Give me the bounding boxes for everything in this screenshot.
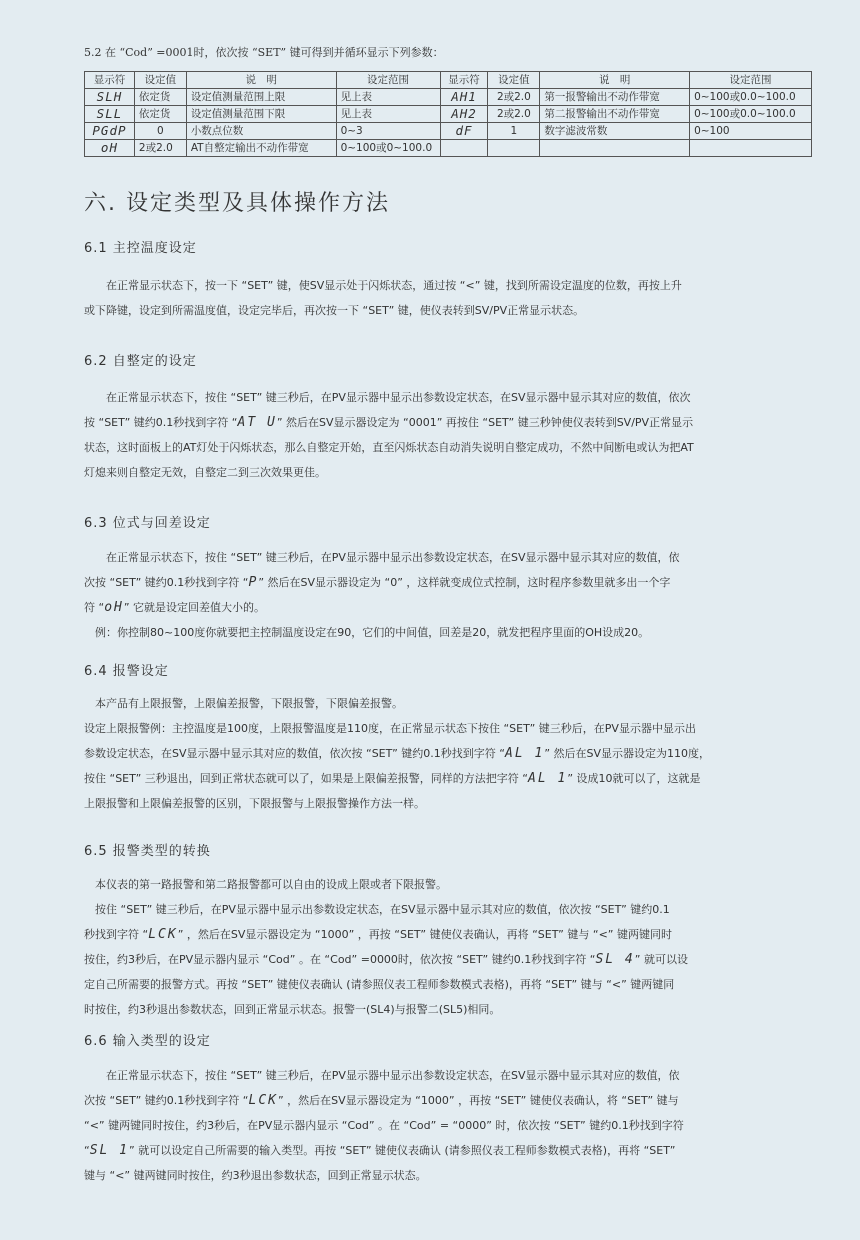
paragraph-line (84, 791, 814, 816)
section-title: 6.2 自整定的设定 (84, 354, 197, 369)
table-header-row (85, 72, 812, 89)
paragraph-line (84, 595, 814, 620)
text-run: 符 “ (84, 601, 105, 614)
text-run: 次按 “SET” 键约0.1秒找到字符 “ (84, 576, 249, 589)
display-code: oH (104, 600, 124, 615)
table-cell: 0~100或0~100.0 (336, 140, 440, 157)
display-code: SL 4 (595, 952, 635, 967)
paragraph-line (84, 897, 814, 922)
section-title: 6.6 输入类型的设定 (84, 1034, 211, 1049)
paragraph-line (84, 972, 814, 997)
text-run: 设定上限报警例：主控温度是100度，上限报警温度是110度，在正常显示状态下按住 “SET” 键三秒后，在PV显示器中显示出 (84, 722, 696, 735)
header-cell: 显示符 (85, 72, 135, 89)
text-run: 时按住，约3秒退出参数状态，回到正常显示状态。报警一(SL4)与报警二(SL5)相同。 (84, 1003, 501, 1016)
text-run: ” 设成10就可以了，这就是 (567, 772, 701, 785)
text-run: ” 就可以设定自己所需要的输入类型。再按 “SET” 键使仪表确认 (请参照仪表工程师参数模式表格)，再将 “SET” (129, 1144, 676, 1157)
table-cell: AT自整定输出不动作带宽 (186, 140, 336, 157)
display-code: LCK (148, 927, 178, 942)
text-run: ” 然后在SV显示器设定为 “0” ，这样就变成位式控制，这时程序参数里就多出一个字 (258, 576, 671, 589)
paragraph-line (84, 273, 814, 298)
table-cell (488, 140, 540, 157)
table-row (85, 123, 812, 140)
table-cell: 0~3 (336, 123, 440, 140)
paragraph-line (84, 1088, 814, 1113)
table-cell: 数字滤波常数 (540, 123, 690, 140)
display-code: AL 1 (505, 746, 545, 761)
table-cell (690, 140, 812, 157)
table-cell: 见上表 (336, 106, 440, 123)
table-cell: 第二报警输出不动作带宽 (540, 106, 690, 123)
paragraph-line (84, 460, 814, 485)
text-run: 在正常显示状态下，按住 “SET” 键三秒后，在PV显示器中显示出参数设定状态，在SV显示器中显示其对应的数值，依 (84, 1069, 680, 1082)
table-cell: 第一报警输出不动作带宽 (540, 89, 690, 106)
symbol-cell (440, 140, 488, 157)
display-code: P (248, 575, 259, 590)
text-run: 按住 “SET” 三秒退出，回到正常状态就可以了，如果是上限偏差报警，同样的方法把字符 “ (84, 772, 528, 785)
paragraph-line (84, 947, 814, 972)
text-run: ” ，然后在SV显示器设定为 “1000” ，再按 “SET” 键使仪表确认，将 “SET” 键与 (277, 1094, 679, 1107)
paragraph-line (84, 1113, 814, 1138)
table-cell: 依定货 (134, 89, 186, 106)
table-cell: 2或2.0 (488, 89, 540, 106)
paragraph-line (84, 435, 814, 460)
text-run: 上限报警和上限偏差报警的区别，下限报警与上限报警操作方法一样。 (84, 797, 425, 810)
table-cell: 0 (134, 123, 186, 140)
text-run: 本产品有上限报警，上限偏差报警，下限报警，下限偏差报警。 (84, 697, 403, 710)
text-run: 灯熄来则自整定无效，自整定二到三次效果更佳。 (84, 466, 326, 479)
section-title: 6.4 报警设定 (84, 664, 169, 679)
display-code: AT U (237, 415, 277, 430)
paragraph-line (84, 385, 814, 410)
table-row (85, 140, 812, 157)
paragraph-line (84, 298, 814, 323)
text-run: 定自己所需要的报警方式。再按 “SET” 键使仪表确认 (请参照仪表工程师参数模式表格)，再将 “SET” 键与 “<” 键两键同 (84, 978, 675, 991)
text-run: 在正常显示状态下，按一下 “SET” 键，使SV显示处于闪烁状态，通过按 “<” 键，找到所需设定温度的位数，再按上升 (84, 279, 682, 292)
table-row (85, 89, 812, 106)
symbol-cell: SLL (85, 106, 135, 123)
display-code: LCK (248, 1093, 278, 1108)
text-run: 按住，约3秒后，在PV显示器内显示 “Cod” 。在 “Cod” =0000时，依次按 “SET” 键约0.1秒找到字符 “ (84, 953, 596, 966)
table-cell: 设定值测量范围上限 (186, 89, 336, 106)
section-body (84, 385, 814, 485)
header-cell: 说 明 (540, 72, 690, 89)
table-cell (540, 140, 690, 157)
header-cell: 设定值 (488, 72, 540, 89)
header-cell: 设定范围 (690, 72, 812, 89)
text-run: “ (84, 1144, 90, 1157)
section-body (84, 872, 814, 1022)
symbol-cell: SLH (85, 89, 135, 106)
text-run: 或下降键，设定到所需温度值，设定完毕后，再次按一下 “SET” 键，使仪表转到SV/PV正常显示状态。 (84, 304, 585, 317)
table-cell: 0~100或0.0~100.0 (690, 89, 812, 106)
table-cell: 依定货 (134, 106, 186, 123)
paragraph-line (84, 570, 814, 595)
header-cell: 设定范围 (336, 72, 440, 89)
table-cell: 2或2.0 (134, 140, 186, 157)
paragraph-line (84, 545, 814, 570)
paragraph-line (84, 410, 814, 435)
text-run: 按住 “SET” 键三秒后，在PV显示器中显示出参数设定状态，在SV显示器中显示其对应的数值，依次按 “SET” 键约0.1 (84, 903, 670, 916)
paragraph-line (84, 997, 814, 1022)
paragraph-line (84, 1138, 814, 1163)
paragraph-line (84, 1063, 814, 1088)
parameter-table (84, 71, 812, 157)
section-body (84, 691, 814, 816)
table-cell: 小数点位数 (186, 123, 336, 140)
display-code: AL 1 (528, 771, 568, 786)
text-run: 本仪表的第一路报警和第二路报警都可以自由的设成上限或者下限报警。 (84, 878, 447, 891)
symbol-cell: dF (440, 123, 488, 140)
paragraph-line (84, 922, 814, 947)
section-title: 6.3 位式与回差设定 (84, 516, 211, 531)
intro-line: 5.2 在 “Cod” =0001时，依次按 “SET” 键可得到并循环显示下列参数： (84, 46, 444, 59)
text-run: ” 然后在SV显示器设定为110度， (544, 747, 711, 760)
chapter-title: 六. 设定类型及具体操作方法 (84, 191, 390, 216)
display-code: SL 1 (89, 1143, 130, 1158)
symbol-cell: PGdP (85, 123, 135, 140)
table-cell: 设定值测量范围下限 (186, 106, 336, 123)
text-run: 例：你控制80~100度你就要把主控制温度设定在90，它们的中间值，回差是20，就发把程序里面的OH设成20。 (84, 626, 650, 639)
text-run: 参数设定状态，在SV显示器中显示其对应的数值，依次按 “SET” 键约0.1秒找到字符 “ (84, 747, 505, 760)
table-cell: 2或2.0 (488, 106, 540, 123)
section-body (84, 545, 814, 645)
text-run: 在正常显示状态下，按住 “SET” 键三秒后，在PV显示器中显示出参数设定状态，在SV显示器中显示其对应的数值，依次 (84, 391, 691, 404)
text-run: ” ，然后在SV显示器设定为 “1000” ，再按 “SET” 键使仪表确认，再将 “SET” 键与 “<” 键两键同时 (177, 928, 672, 941)
table-cell: 0~100 (690, 123, 812, 140)
header-cell: 设定值 (134, 72, 186, 89)
table-cell: 见上表 (336, 89, 440, 106)
paragraph-line (84, 716, 814, 741)
section-title: 6.1 主控温度设定 (84, 241, 197, 256)
paragraph-line (84, 1163, 814, 1188)
section-body (84, 1063, 814, 1188)
paragraph-line (84, 872, 814, 897)
symbol-cell: oH (85, 140, 135, 157)
table-cell: 1 (488, 123, 540, 140)
text-run: ” 然后在SV显示器设定为 “0001” 再按住 “SET” 键三秒钟使仪表转到SV/PV正常显示 (276, 416, 694, 429)
symbol-cell: AH1 (440, 89, 488, 106)
header-cell: 显示符 (440, 72, 488, 89)
symbol-cell: AH2 (440, 106, 488, 123)
section-body (84, 273, 814, 323)
text-run: 状态，这时面板上的AT灯处于闪烁状态，那么自整定开始，直至闪烁状态自动消失说明自整定成功，不然中间断电或认为把AT (84, 441, 694, 454)
section-title: 6.5 报警类型的转换 (84, 844, 211, 859)
text-run: 秒找到字符 “ (84, 928, 149, 941)
table-row (85, 106, 812, 123)
text-run: “<” 键两键同时按住，约3秒后，在PV显示器内显示 “Cod” 。在 “Cod” = “0000” 时，依次按 “SET” 键约0.1秒找到字符 (84, 1119, 684, 1132)
header-cell: 说 明 (186, 72, 336, 89)
paragraph-line (84, 766, 814, 791)
paragraph-line (84, 741, 814, 766)
text-run: ” 它就是设定回差值大小的。 (123, 601, 266, 614)
paragraph-line (84, 620, 814, 645)
text-run: 次按 “SET” 键约0.1秒找到字符 “ (84, 1094, 249, 1107)
text-run: 按 “SET” 键约0.1秒找到字符 “ (84, 416, 238, 429)
text-run: 在正常显示状态下，按住 “SET” 键三秒后，在PV显示器中显示出参数设定状态，在SV显示器中显示其对应的数值，依 (84, 551, 680, 564)
text-run: 键与 “<” 键两键同时按住，约3秒退出参数状态，回到正常显示状态。 (84, 1169, 427, 1182)
table-cell: 0~100或0.0~100.0 (690, 106, 812, 123)
paragraph-line (84, 691, 814, 716)
text-run: ” 就可以设 (634, 953, 688, 966)
